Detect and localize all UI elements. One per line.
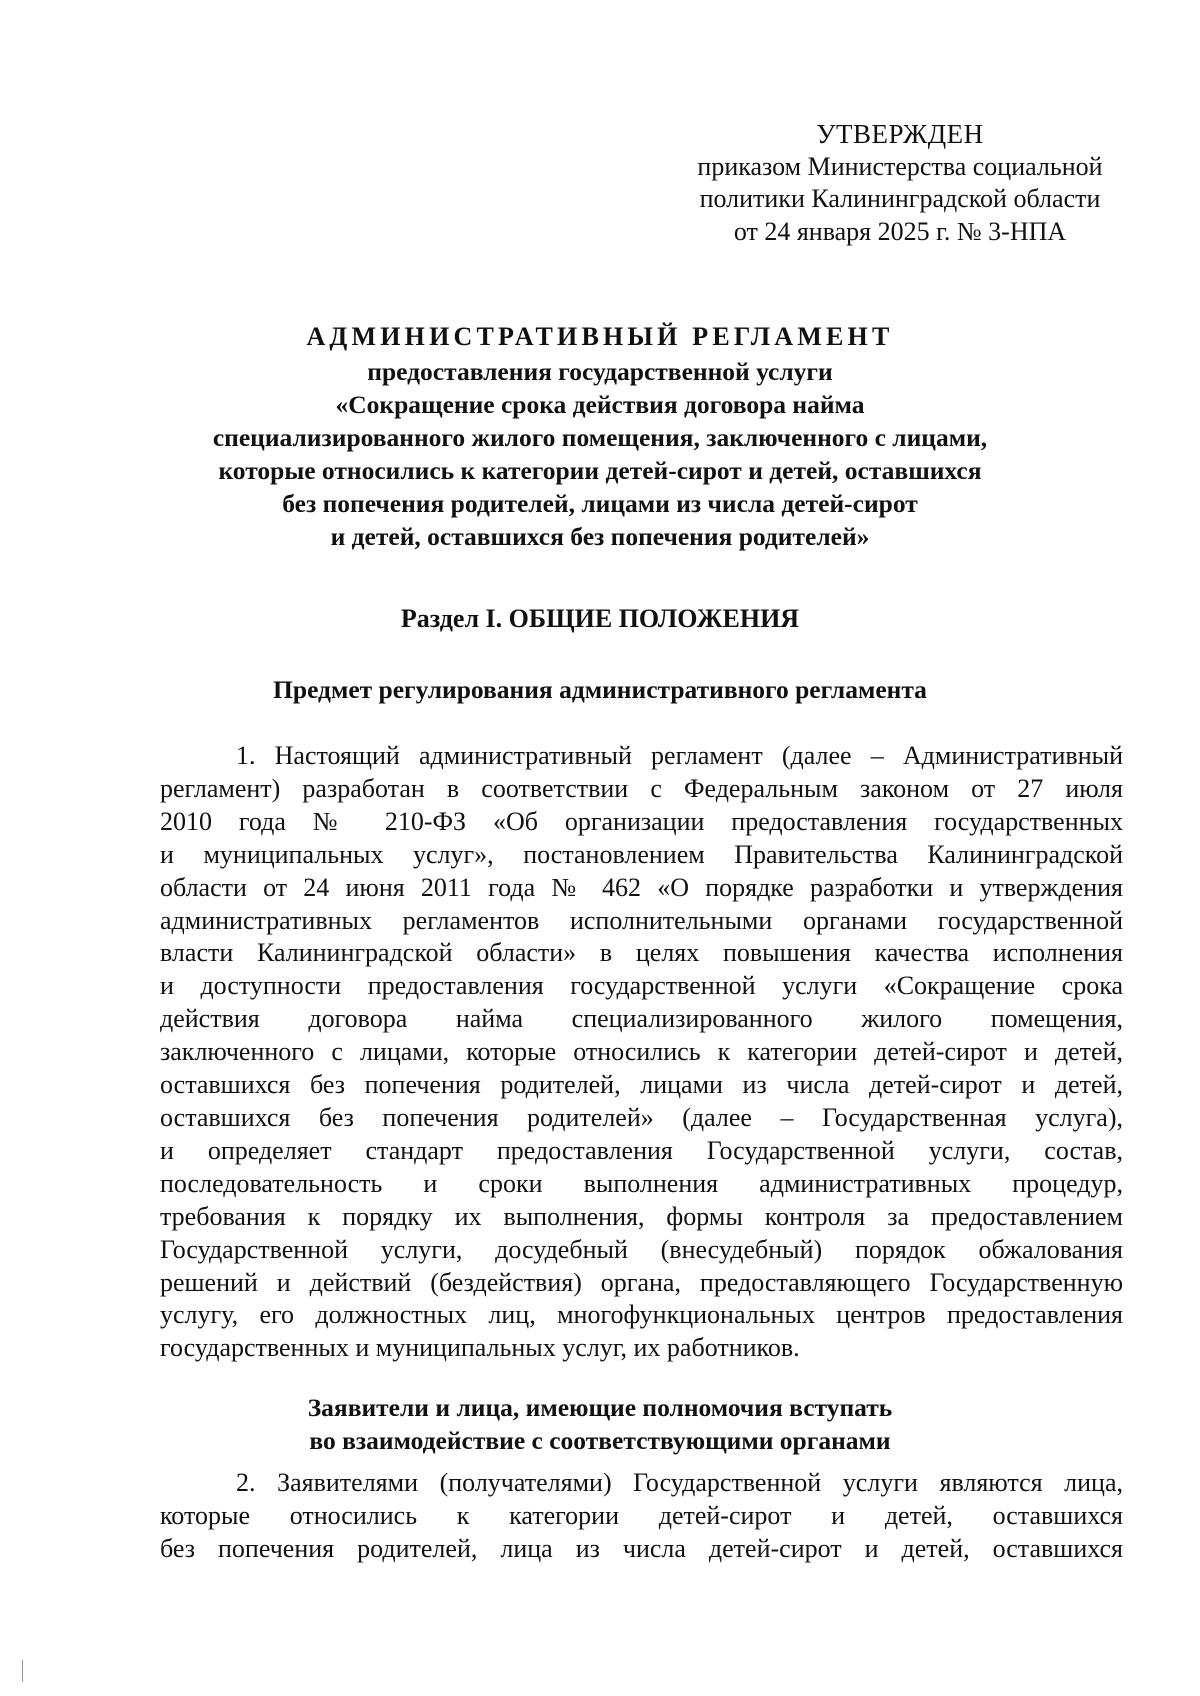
paragraph-line: 2. Заявителями (получателями) Государственной услуги являются лица, xyxy=(236,1468,1123,1497)
paragraph-line: требования к порядку их выполнения, формы контроля за предоставлением xyxy=(160,1201,1123,1231)
paragraph-line: регламент) разработан в соответствии с Федеральным законом от 27 июля xyxy=(160,773,1123,803)
paragraph-line: действия договора найма специализированного жилого помещения, xyxy=(160,1004,1123,1034)
paragraph-line: 2010 года № 210-ФЗ «Об организации предоставления государственных xyxy=(160,806,1123,836)
paragraph-line: Государственной услуги, досудебный (внесудебный) порядок обжалования xyxy=(160,1234,1123,1264)
approval-stamp xyxy=(680,118,1120,248)
paragraph-line: 1. Настоящий административный регламент (далее – Административный xyxy=(236,741,1123,770)
paragraph xyxy=(160,1467,1123,1566)
regulation-title-line: и детей, оставшихся без попечения родителей» xyxy=(330,522,870,551)
subsection-heading-line: Предмет регулирования административного регламента xyxy=(273,675,927,704)
paragraph-line: власти Калининградской области» в целях повышения качества исполнения xyxy=(160,938,1123,968)
paragraph-line: государственных и муниципальных услуг, их работников. xyxy=(160,1333,800,1363)
paragraph-line: области от 24 июня 2011 года № 462 «О порядке разработки и утверждения xyxy=(160,872,1123,902)
paragraph-line: решений и действий (бездействия) органа, предоставляющего Государственную xyxy=(160,1267,1123,1297)
paragraph-line: административных регламентов исполнительными органами государственной xyxy=(160,905,1123,935)
subsection-heading xyxy=(160,674,1040,707)
paragraph-line: последовательность и сроки выполнения административных процедур, xyxy=(160,1168,1123,1198)
subsection-heading-line: во взаимодействие с соответствующими органами xyxy=(309,1425,891,1455)
regulation-title-main: АДМИНИСТРАТИВНЫЙ РЕГЛАМЕНТ xyxy=(306,322,894,351)
scan-edge-mark xyxy=(22,1660,23,1682)
paragraph-line: и определяет стандарт предоставления Государственной услуги, состав, xyxy=(160,1135,1123,1165)
subsection-heading xyxy=(160,1392,1040,1457)
regulation-title-line: специализированного жилого помещения, заключенного с лицами, xyxy=(212,423,988,452)
approval-line: приказом Министерства социальной xyxy=(697,151,1103,181)
section-heading: Раздел I. ОБЩИЕ ПОЛОЖЕНИЯ xyxy=(400,604,800,633)
paragraph-line: оставшихся без попечения родителей, лицами из числа детей-сирот и детей, xyxy=(160,1070,1123,1100)
paragraph-line: и доступности предоставления государственной услуги «Сокращение срока xyxy=(160,971,1123,1001)
regulation-title-line: «Сокращение срока действия договора найма xyxy=(335,390,865,419)
regulation-title-line: предоставления государственной услуги xyxy=(367,357,833,386)
approval-line: политики Калининградской области xyxy=(699,184,1101,213)
paragraph-line: оставшихся без попечения родителей» (далее – Государственная услуга), xyxy=(160,1102,1123,1132)
subsection-heading-line: Заявители и лица, имеющие полномочия вступать xyxy=(307,1393,893,1422)
approval-date-number: от 24 января 2025 г. № 3-НПА xyxy=(733,216,1067,246)
paragraph-line: заключенного с лицами, которые относились к категории детей-сирот и детей, xyxy=(160,1037,1123,1067)
regulation-title-line: которые относились к категории детей-сирот и детей, оставшихся xyxy=(218,456,982,485)
paragraph xyxy=(160,740,1123,1365)
paragraph-line: и муниципальных услуг», постановлением Правительства Калининградской xyxy=(160,839,1123,869)
paragraph-line: которые относились к категории детей-сирот и детей, оставшихся xyxy=(160,1500,1123,1530)
regulation-title xyxy=(160,320,1040,553)
paragraph-line: без попечения родителей, лица из числа детей-сирот и детей, оставшихся xyxy=(160,1533,1123,1563)
paragraph-line: услугу, его должностных лиц, многофункциональных центров предоставления xyxy=(160,1300,1123,1330)
regulation-title-line: без попечения родителей, лицами из числа детей-сирот xyxy=(282,489,918,518)
approval-heading: УТВЕРЖДЕН xyxy=(816,119,984,149)
